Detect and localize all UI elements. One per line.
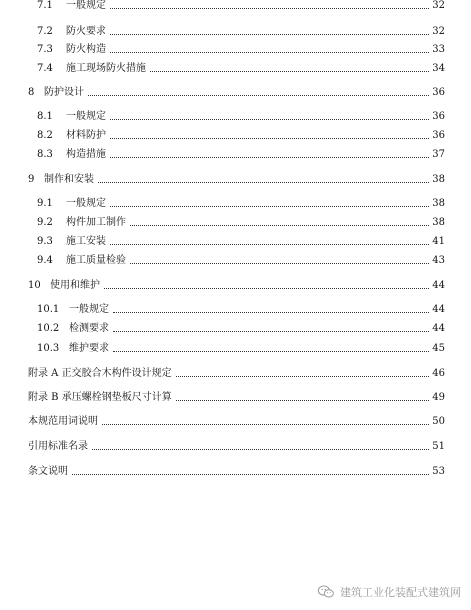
- toc-title: 防火要求: [66, 26, 106, 37]
- toc-page: 53: [432, 466, 445, 477]
- toc-title: 一般规定: [69, 304, 109, 315]
- toc-number: 7.3: [37, 44, 53, 55]
- dot-leader: [110, 138, 429, 139]
- toc-title: 防护设计: [44, 87, 84, 98]
- toc-title: 构造措施: [66, 149, 106, 160]
- toc-page: 33: [432, 44, 445, 55]
- toc-title: 一般规定: [66, 198, 106, 209]
- dot-leader: [110, 244, 429, 245]
- toc-title: 施工现场防火措施: [66, 63, 146, 74]
- toc-entry-10-3[interactable]: [37, 341, 445, 355]
- toc-entry-9-4[interactable]: [37, 253, 445, 267]
- toc-number: 8.3: [37, 149, 53, 160]
- dot-leader: [110, 8, 429, 9]
- toc-entry-wording[interactable]: [28, 414, 445, 428]
- toc-title: 防火构造: [66, 44, 106, 55]
- toc-page: 37: [432, 149, 445, 160]
- toc-title: 制作和安装: [44, 174, 94, 185]
- toc-number: 9.4: [37, 255, 53, 266]
- toc-number: 8.1: [37, 111, 53, 122]
- dot-leader: [113, 351, 429, 352]
- toc-number: 9.2: [37, 217, 53, 228]
- dot-leader: [110, 157, 429, 158]
- toc-page: 36: [432, 87, 445, 98]
- toc-title: 材料防护: [66, 130, 106, 141]
- toc-page: 34: [432, 63, 445, 74]
- toc-entry-7-3[interactable]: [37, 42, 445, 56]
- dot-leader: [110, 34, 429, 35]
- toc-title: 使用和维护: [50, 280, 100, 291]
- dot-leader: [110, 206, 429, 207]
- toc-entry-8-1[interactable]: [37, 109, 445, 123]
- toc-page: 49: [432, 392, 445, 403]
- dot-leader: [110, 119, 429, 120]
- toc-title: 检测要求: [69, 323, 109, 334]
- toc-entry-9-2[interactable]: [37, 215, 445, 229]
- toc-entry-commentary[interactable]: [28, 464, 445, 478]
- toc-entry-7-2[interactable]: [37, 24, 445, 38]
- toc-page: 46: [432, 368, 445, 379]
- toc-page: 38: [432, 198, 445, 209]
- toc-page: 38: [432, 174, 445, 185]
- toc-page: 44: [432, 304, 445, 315]
- dot-leader: [113, 312, 429, 313]
- toc-title: 一般规定: [66, 111, 106, 122]
- toc-page: 41: [432, 236, 445, 247]
- toc-number: 9.3: [37, 236, 53, 247]
- dot-leader: [72, 474, 429, 475]
- toc-page: 51: [432, 441, 445, 452]
- toc-title: 构件加工制作: [66, 217, 126, 228]
- toc-number: 7.1: [37, 0, 53, 11]
- toc-title: 附录 A 正交胶合木构件设计规定: [28, 368, 172, 379]
- dot-leader: [130, 225, 429, 226]
- toc-title: 附录 B 承压螺栓钢垫板尺寸计算: [28, 392, 172, 403]
- dot-leader: [98, 182, 429, 183]
- toc-entry-9-1[interactable]: [37, 196, 445, 210]
- toc-title: 条文说明: [28, 466, 68, 477]
- toc-title: 施工质量检验: [66, 255, 126, 266]
- toc-entry-9[interactable]: [28, 172, 445, 186]
- toc-entry-7-4[interactable]: [37, 61, 445, 75]
- toc-page: 36: [432, 111, 445, 122]
- dot-leader: [110, 52, 429, 53]
- toc-page: 50: [432, 416, 445, 427]
- toc-number: 10.1: [37, 304, 60, 315]
- toc-entry-appendix-b[interactable]: [28, 390, 445, 404]
- toc-entry-8-2[interactable]: [37, 128, 445, 142]
- toc-page: 44: [432, 323, 445, 334]
- dot-leader: [113, 331, 429, 332]
- toc-title: 本规范用词说明: [28, 416, 98, 427]
- toc-entry-10-2[interactable]: [37, 321, 445, 335]
- dot-leader: [130, 263, 429, 264]
- toc-entry-8-3[interactable]: [37, 147, 445, 161]
- toc-number: 7.2: [37, 26, 53, 37]
- toc-page: 38: [432, 217, 445, 228]
- toc-number: 10.3: [37, 343, 60, 354]
- dot-leader: [92, 449, 429, 450]
- toc-entry-7-1[interactable]: [37, 0, 445, 12]
- toc-number: 7.4: [37, 63, 53, 74]
- toc-number: 10: [28, 280, 41, 291]
- toc-entry-appendix-a[interactable]: [28, 366, 445, 380]
- toc-number: 9: [28, 174, 35, 185]
- dot-leader: [88, 95, 429, 96]
- wechat-icon: [317, 585, 335, 599]
- toc-page: 36: [432, 130, 445, 141]
- watermark: [317, 584, 461, 600]
- dot-leader: [104, 288, 429, 289]
- toc-number: 9.1: [37, 198, 53, 209]
- dot-leader: [176, 400, 430, 401]
- toc-page: 44: [432, 280, 445, 291]
- dot-leader: [102, 424, 429, 425]
- toc-entry-9-3[interactable]: [37, 234, 445, 248]
- watermark-text: 建筑工业化装配式建筑网: [340, 586, 461, 599]
- toc-page: 43: [432, 255, 445, 266]
- toc-number: 8: [28, 87, 35, 98]
- toc-title: 引用标准名录: [28, 441, 88, 452]
- toc-entry-10-1[interactable]: [37, 302, 445, 316]
- toc-number: 10.2: [37, 323, 60, 334]
- toc-entry-8[interactable]: [28, 85, 445, 99]
- toc-title: 一般规定: [66, 0, 106, 11]
- toc-page: 32: [432, 0, 445, 11]
- toc-page: 45: [432, 343, 445, 354]
- dot-leader: [150, 71, 429, 72]
- dot-leader: [176, 376, 430, 377]
- toc-title: 维护要求: [69, 343, 109, 354]
- toc-entry-10[interactable]: [28, 278, 445, 292]
- toc-title: 施工安装: [66, 236, 106, 247]
- toc-page: 32: [432, 26, 445, 37]
- toc-entry-references[interactable]: [28, 439, 445, 453]
- toc-number: 8.2: [37, 130, 53, 141]
